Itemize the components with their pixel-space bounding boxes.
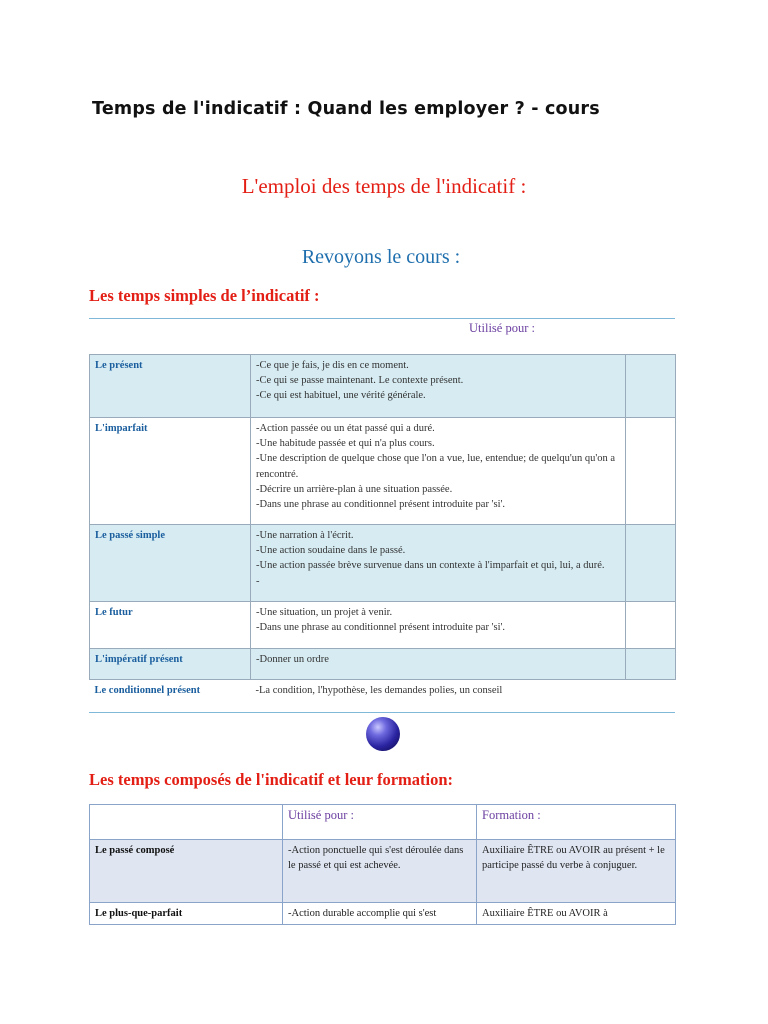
table-row [90, 525, 676, 602]
table-row [90, 649, 676, 680]
tense-name: Le passé composé [95, 845, 175, 856]
usage-line: -Une narration à l'écrit. [256, 530, 354, 541]
usage-text: -Action durable accomplie qui s'est [288, 908, 437, 919]
tense-name: Le conditionnel présent [94, 685, 201, 696]
usage-line: -Une habitude passée et qui n'a plus cours. [256, 438, 435, 450]
tense-name: Le présent [95, 360, 143, 371]
sphere-bullet-icon [366, 717, 400, 751]
usage-line: -Une action passée brève survenue dans un contexte à l'imparfait et qui, lui, a duré. [256, 560, 605, 572]
formation-text: Auxiliaire ÊTRE ou AVOIR au présent + le participe passé du verbe à conjuguer. [482, 845, 665, 872]
usage-text: -Action ponctuelle qui s'est déroulée dans le passé et qui est achevée. [288, 845, 464, 872]
column-header-usage: Utilisé pour : [469, 321, 535, 335]
tense-name: Le passé simple [95, 530, 166, 541]
usage-line: -Dans une phrase au conditionnel présent introduite par 'si'. [256, 622, 506, 634]
usage-line: -Ce qui se passe maintenant. Le contexte présent. [256, 375, 464, 387]
table-header-row [90, 805, 676, 840]
table-row [90, 680, 676, 705]
simple-tenses-table [89, 354, 676, 704]
tense-name: Le futur [95, 607, 133, 618]
sub-heading: Revoyons le cours : [301, 246, 461, 268]
usage-line: -Une description de quelque chose que l'on a vue, lue, entendue; de quelqu'un qu'on a rencontré. [256, 453, 616, 480]
simple-tenses-table-header [89, 320, 675, 355]
usage-line: -Donner un ordre [256, 654, 329, 665]
usage-line: -Décrire un arrière-plan à une situation passée. [256, 483, 453, 495]
usage-line: -Ce qui est habituel, une vérité générale. [256, 390, 426, 402]
compound-tenses-table [89, 804, 676, 925]
tense-name: L'imparfait [95, 423, 148, 434]
usage-line: - [256, 575, 260, 587]
divider [89, 318, 675, 319]
usage-line: -La condition, l'hypothèse, les demandes polies, un conseil [255, 685, 503, 696]
main-heading: L'emploi des temps de l'indicatif : [241, 174, 527, 198]
usage-line: -Une situation, un projet à venir. [256, 607, 393, 618]
table-row [90, 418, 676, 525]
usage-line: -Dans une phrase au conditionnel présent introduite par 'si'. [256, 499, 506, 511]
table-row [90, 840, 676, 903]
formation-text: Auxiliaire ÊTRE ou AVOIR à [482, 908, 608, 919]
table-row [90, 903, 676, 925]
usage-line: -Ce que je fais, je dis en ce moment. [256, 360, 409, 371]
column-header-formation: Formation : [482, 808, 541, 822]
table-row [90, 355, 676, 418]
simple-tenses-heading: Les temps simples de l’indicatif : [89, 286, 320, 305]
tense-name: Le plus-que-parfait [95, 908, 183, 919]
usage-line: -Action passée ou un état passé qui a duré. [256, 423, 435, 434]
tense-name: L'impératif présent [95, 654, 183, 665]
divider [89, 712, 675, 713]
table-row [90, 602, 676, 649]
compound-tenses-heading: Les temps composés de l'indicatif et leur formation: [89, 770, 454, 789]
usage-line: -Une action soudaine dans le passé. [256, 545, 406, 557]
page-title: Temps de l'indicatif : Quand les employer ? - cours [92, 99, 600, 119]
column-header-usage: Utilisé pour : [288, 808, 354, 822]
